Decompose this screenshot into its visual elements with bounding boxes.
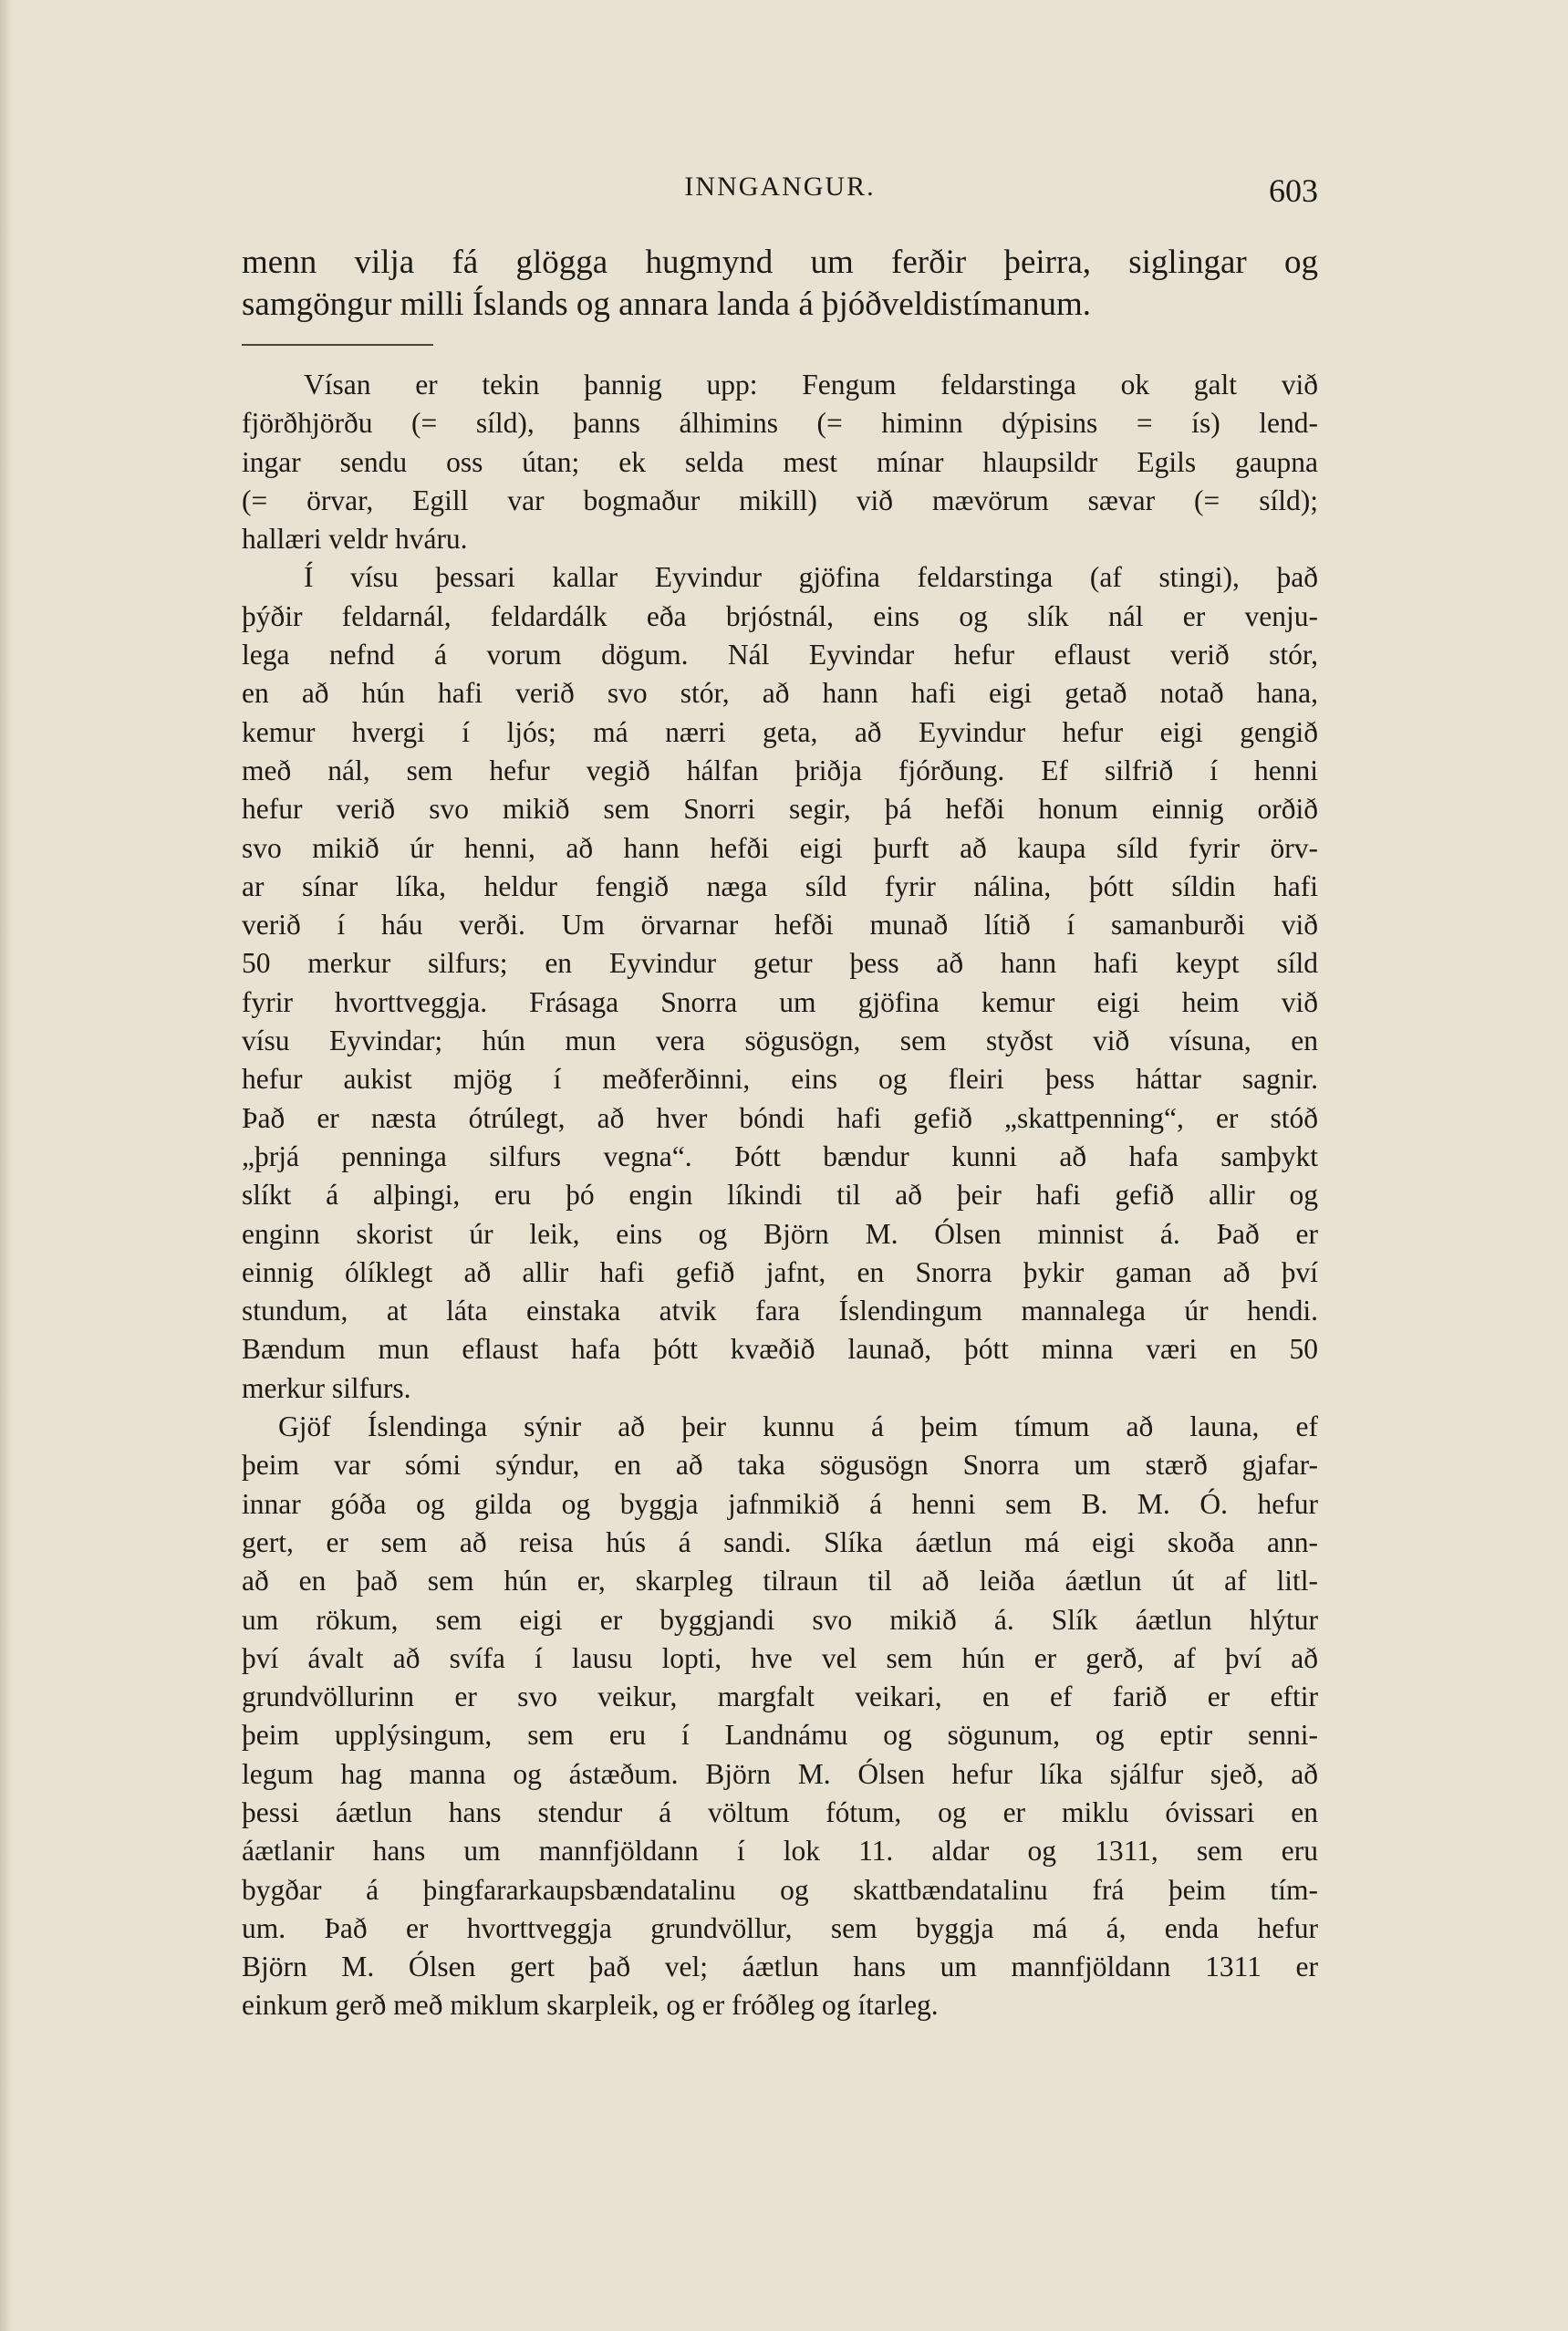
footnote-line: innar góða og gilda og byggja jafnmikið á henni sem B. M. Ó. hefur — [242, 1487, 1318, 1520]
footnote-line: gert, er sem að reisa hús á sandi. Slíka áætlun má eigi skoða ann- — [242, 1525, 1318, 1558]
footnote-line: Í vísu þessari kallar Eyvindur gjöfina feldarstinga (af stingi), það — [304, 561, 1318, 594]
footnote-line: slíkt á alþingi, eru þó engin líkindi til að þeir hafi gefið allir og — [242, 1179, 1318, 1212]
footnote-line: Björn M. Ólsen gert það vel; áætlun hans um mannfjöldann 1311 er — [242, 1951, 1318, 1983]
footnote-line: en að hún hafi verið svo stór, að hann hafi eigi getað notað hana, — [242, 677, 1318, 710]
footnote-line: (= örvar, Egill var bogmaður mikill) við mævörum sævar (= síld); — [242, 484, 1318, 516]
main-text-line: samgöngur milli Íslands og annara landa á þjóðveldistímanum. — [242, 286, 1091, 323]
footnote-line: legum hag manna og ástæðum. Björn M. Ólsen hefur líka sjálfur sjeð, að — [242, 1757, 1318, 1790]
page-header — [242, 172, 1318, 217]
footnote-line: 50 merkur silfurs; en Eyvindur getur þess að hann hafi keypt síld — [242, 947, 1318, 980]
footnote-line: merkur silfurs. — [242, 1371, 411, 1404]
footnote-line: kemur hvergi í ljós; má nærri geta, að Eyvindur hefur eigi gengið — [242, 715, 1318, 748]
footnote-line: enginn skorist úr leik, eins og Björn M. Ólsen minnist á. Það er — [242, 1217, 1318, 1250]
footnote-line: um. Það er hvorttveggja grundvöllur, sem byggja má á, enda hefur — [242, 1911, 1318, 1944]
footnote-line: Gjöf Íslendinga sýnir að þeir kunnu á þeim tímum að launa, ef — [278, 1410, 1318, 1443]
footnote-line: stundum, at láta einstaka atvik fara Íslendingum mannalega úr hendi. — [242, 1295, 1318, 1327]
footnote-line: vísu Eyvindar; hún mun vera sögusögn, sem styðst við vísuna, en — [242, 1025, 1318, 1057]
footnote-line: ingar sendu oss útan; ek selda mest mínar hlaupsildr Egils gaupna — [242, 445, 1318, 478]
footnote-line: einnig ólíklegt að allir hafi gefið jafnt, en Snorra þykir gaman að því — [242, 1255, 1318, 1288]
footnote-line: ar sínar líka, heldur fengið næga síld fyrir nálina, þótt síldin hafi — [242, 869, 1318, 902]
running-title: INNGANGUR. — [684, 172, 876, 202]
footnote-line: hefur verið svo mikið sem Snorri segir, þá hefði honum einnig orðið — [242, 793, 1318, 826]
page-edge-shadow — [0, 0, 13, 2331]
footnote-line: með nál, sem hefur vegið hálfan þriðja fjórðung. Ef silfrið í henni — [242, 754, 1318, 786]
footnote-line: einkum gerð með miklum skarpleik, og er fróðleg og ítarleg. — [242, 1989, 939, 2022]
footnote-line: um rökum, sem eigi er byggjandi svo mikið á. Slík áætlun hlýtur — [242, 1603, 1318, 1636]
footnote-line: fjörðhjörðu (= síld), þanns álhimins (= himinn dýpisins = ís) lend- — [242, 407, 1318, 440]
footnote-line: þýðir feldarnál, feldardálk eða brjóstnál, eins og slík nál er venju- — [242, 599, 1318, 632]
page-number: 603 — [1269, 172, 1318, 209]
footnote-line: bygðar á þingfararkaupsbændatalinu og skattbændatalinu frá þeim tím- — [242, 1873, 1318, 1906]
footnote-line: hallæri veldr hváru. — [242, 523, 468, 556]
footnote-line: þeim var sómi sýndur, en að taka sögusögn Snorra um stærð gjafar- — [242, 1449, 1318, 1482]
footnote-line: Það er næsta ótrúlegt, að hver bóndi hafi gefið „skattpenning“, er stóð — [242, 1101, 1318, 1134]
footnote-line: hefur aukist mjög í meðferðinni, eins og fleiri þess háttar sagnir. — [242, 1063, 1318, 1096]
footnote-line: fyrir hvorttveggja. Frásaga Snorra um gjöfina kemur eigi heim við — [242, 985, 1318, 1018]
page-body — [242, 242, 1318, 2025]
footnote-line: þessi áætlun hans stendur á völtum fótum, og er miklu óvissari en — [242, 1795, 1318, 1828]
footnote-line: „þrjá penninga silfurs vegna“. Þótt bændur kunni að hafa samþykt — [242, 1139, 1318, 1172]
footnote-line: svo mikið úr henni, að hann hefði eigi þurft að kaupa síld fyrir örv- — [242, 831, 1318, 864]
footnote-line: Bændum mun eflaust hafa þótt kvæðið launað, þótt minna væri en 50 — [242, 1333, 1318, 1366]
footnote-line: grundvöllurinn er svo veikur, margfalt veikari, en ef farið er eftir — [242, 1681, 1318, 1713]
footnote-separator — [242, 344, 433, 346]
footnote-line: áætlanir hans um mannfjöldann í lok 11. aldar og 1311, sem eru — [242, 1835, 1318, 1868]
footnote-line: þeim upplýsingum, sem eru í Landnámu og sögunum, og eptir senni- — [242, 1719, 1318, 1752]
main-text-line: menn vilja fá glögga hugmynd um ferðir þeirra, siglingar og — [242, 244, 1318, 281]
footnote-line: verið í háu verði. Um örvarnar hefði munað lítið í samanburði við — [242, 909, 1318, 942]
footnote-line: lega nefnd á vorum dögum. Nál Eyvindar hefur eflaust verið stór, — [242, 639, 1318, 671]
footnote-line: Vísan er tekin þannig upp: Fengum feldarstinga ok galt við — [304, 369, 1318, 401]
footnote-line: því ávalt að svífa í lausu lopti, hve vel sem hún er gerð, af því að — [242, 1641, 1318, 1674]
footnote-line: að en það sem hún er, skarpleg tilraun til að leiða áætlun út af litl- — [242, 1565, 1318, 1597]
